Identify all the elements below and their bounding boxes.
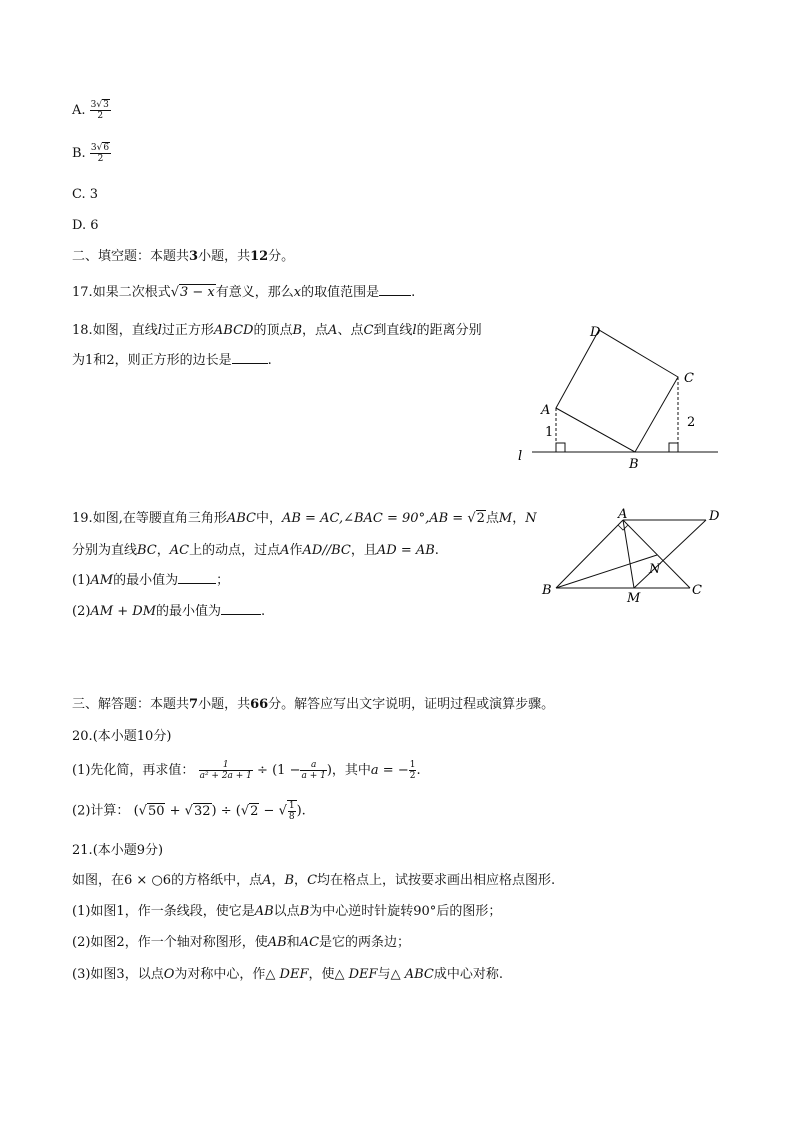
- answer-blank-17: [379, 295, 411, 296]
- option-a: A. $\frac{3√3}{2}$: [72, 100, 109, 121]
- question-21-part3: (3)如图3，以点O为对称中心，作△ DEF，使△ DEF与△ ABC成中心对称.: [72, 967, 503, 982]
- option-b-fraction: $\frac{3√6}{2}$: [90, 143, 110, 164]
- question-18-line1: 18.如图，直线l过正方形ABCD的顶点B，点A、点C到直线l的距离分别: [72, 323, 482, 338]
- label-2: 2: [687, 415, 696, 430]
- label-a: A: [618, 507, 628, 522]
- question-19-part1: (1)AM的最小值为 ；: [72, 573, 230, 588]
- question-18-line2: 为1和2，则正方形的边长是 .: [72, 353, 272, 368]
- label-b: B: [629, 457, 639, 472]
- label-c: C: [692, 583, 702, 598]
- question-19-line1: 19.如图,在等腰直角三角形ABC中，AB = AC,∠BAC = 90°,AB = √2点M，N: [72, 511, 537, 526]
- figure-18-square: [510, 318, 730, 478]
- question-20-part1: (1)先化简，再求值： $\frac{1}{\text{a² + 2a + 1}}$ ÷ (1 − $\frac{a}{a + 1}$ )，其中a = − $\frac{1}{2}$ .: [72, 760, 421, 781]
- section-2-heading: 二、填空题：本题共3小题，共12分。: [72, 249, 295, 264]
- question-19-line2: 分别为直线BC，AC上的动点，过点A作AD//BC，且AD = AB.: [72, 543, 439, 558]
- question-21-part1: (1)如图1，作一条线段，使它是AB以点B为中心逆时针旋转90°后的图形；: [72, 904, 502, 919]
- label-m: M: [627, 591, 641, 606]
- question-21-part2: (2)如图2，作一个轴对称图形，使AB和AC是它的两条边；: [72, 935, 411, 950]
- question-21-header: 21.(本小题9分): [72, 843, 164, 858]
- question-20-part2: (2)计算： (√50 + √32) ÷ (√2 − √ $\frac{1}{8}$ ).: [72, 801, 306, 822]
- question-21-line1: 如图，在6 × ○6的方格纸中，点A，B，C均在格点上，试按要求画出相应格点图形.: [72, 873, 556, 888]
- option-a-fraction: $\frac{3√3}{2}$: [90, 100, 109, 121]
- label-n: N: [649, 562, 661, 577]
- question-19-part2: (2)AM + DM的最小值为 .: [72, 604, 266, 619]
- label-d: D: [590, 325, 601, 340]
- option-d: D. 6: [72, 218, 99, 233]
- option-c: C. 3: [72, 187, 99, 202]
- label-c: C: [684, 371, 694, 386]
- answer-blank-18: [232, 363, 268, 364]
- question-17: 17.如果二次根式√3 − x有意义，那么x的取值范围是 .: [72, 285, 416, 300]
- answer-blank-19-2: [221, 614, 261, 615]
- answer-blank-19-1: [178, 583, 216, 584]
- option-b: B. $\frac{3√6}{2}$: [72, 143, 110, 164]
- label-l: l: [518, 449, 523, 464]
- label-b: B: [542, 583, 552, 598]
- figure-19-triangle: [536, 506, 736, 606]
- label-d: D: [709, 509, 720, 524]
- label-1: 1: [545, 425, 554, 440]
- section-3-heading: 三、解答题：本题共7小题，共66分。解答应写出文字说明，证明过程或演算步骤。: [72, 697, 555, 712]
- question-20-header: 20.(本小题10分): [72, 729, 172, 744]
- label-a: A: [541, 403, 551, 418]
